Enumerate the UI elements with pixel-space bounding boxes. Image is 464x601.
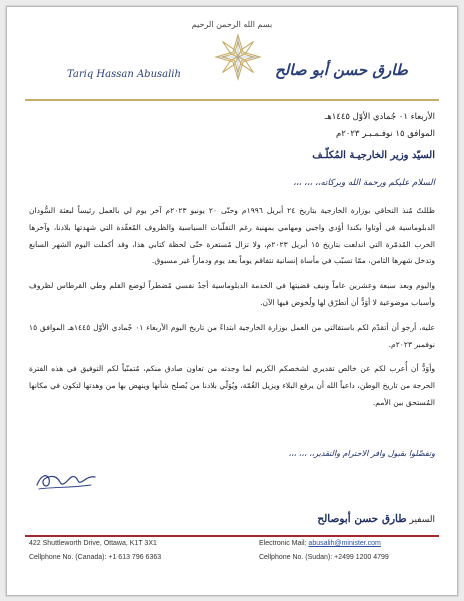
- header-divider: [25, 99, 439, 101]
- letter-page: [6, 6, 458, 596]
- star-emblem-icon: [214, 33, 262, 81]
- letterhead-name-ar: طارق حسن أبو صالح: [275, 61, 408, 79]
- signature-block: [29, 513, 435, 525]
- signature-title: السفير: [409, 515, 435, 525]
- signature-name: طارق حسن أبوصالح: [317, 513, 407, 525]
- recipient: السيّد وزير الخارجيـة المُكلّـف: [312, 150, 435, 161]
- closing: وتفضّلوا بقبول وافر الاحترام والتقدير،، ،،، ،،،: [288, 449, 435, 458]
- letterhead-name-en: Tariq Hassan Abusalih: [67, 69, 181, 80]
- footer-cellphone-sudan: Cellphone No. (Sudan): +2499 1200 4799: [259, 554, 389, 561]
- date-gregorian: الموافق ١٥ نوفـمـبـر ٢٠٢٣م: [335, 129, 435, 139]
- letter-body: [29, 203, 435, 420]
- footer-address: 422 Shuttleworth Drive, Ottawa, K1T 3X1: [29, 540, 157, 547]
- paragraph: واليوم وبعد سبعة وعشرين عاماً ونيف قضيتها في الخدمة الدبلوماسية أجدُ نفسي مُضطراً لوضع القلم وطي القرطاس لظروف وأسباب موضوعية لا أوَدُّ أن أتطرّق لها ولُخوض فيها الآن.: [29, 281, 435, 307]
- footer-divider: [25, 535, 439, 537]
- paragraph: وأوَدُّ أن أُعرب لكم عن خالص تقديري لشخصكم الكريم لما وجدته من تعاون صادق منكم، مُتمنّياً لكم التوفيق في هذه الفترة الحرجة من تاريخ الوطن، داعياً الله أن يرفع البلاء ويزيل الغُمّة، ويُوَلّي بلادنا من يُصلح شأنها وينهض بها من وهدتها لتكون في مكانها المُستحق بين الأمم.: [29, 364, 435, 407]
- basmala: بسم الله الرحمن الرحيم: [191, 20, 273, 29]
- paragraph: عليه، أرجو أن أتقدّم لكم باستقالتي من العمل بوزارة الخارجية ابتداءً من تاريخ اليوم الأربعاء ٠١ جُمادي الأوّل ١٤٤٥هـ الموافق ١٥ نوفمبر ٢٠٢٣م.: [29, 322, 435, 349]
- footer-cellphone-canada: Cellphone No. (Canada): +1 613 796 6363: [29, 554, 162, 561]
- email-label: Electronic Mail:: [259, 540, 307, 547]
- paragraph: ظللتُ مُنذ التحاقي بوزارة الخارجية بتاريخ ٢٤ أبريل ١٩٩٦م وحتّى ٢٠ يونيو ٢٠٢٣م آخر يوم لي بالعمل رئيساً لبعثة السُّودان الدبلوماسية في أوتاوا بكندا أؤدي واجبي ومهامي بمهنية رغم التقلّبات السياسية والظروف المُعقّدة التي شهدتها بلادنا، وآخرها الحرب المُدمّرة التي اندلعت بتاريخ ١٥ أبريل ٢٠٢٣م، ولا تزال مُستعرة حتّى لحظة كتابي هذا، وقد أكملت اليوم الشهر السابع وتدخل شهرها الثامن، ممّا تسبّب في مأساة إنسانية تتفاقم يوماً بعد يوم ودماراً غير مسبوق.: [29, 206, 435, 266]
- greeting: السلام عليكم ورحمة الله وبركاته،، ،،، ،،،: [293, 178, 435, 188]
- email-link[interactable]: abusalih@minister.com: [308, 540, 381, 547]
- footer-email: [259, 540, 381, 547]
- date-hijri: الأربعاء ٠١ جُمادي الأوّل ١٤٤٥هـ: [324, 112, 435, 122]
- handwritten-signature: [33, 463, 99, 495]
